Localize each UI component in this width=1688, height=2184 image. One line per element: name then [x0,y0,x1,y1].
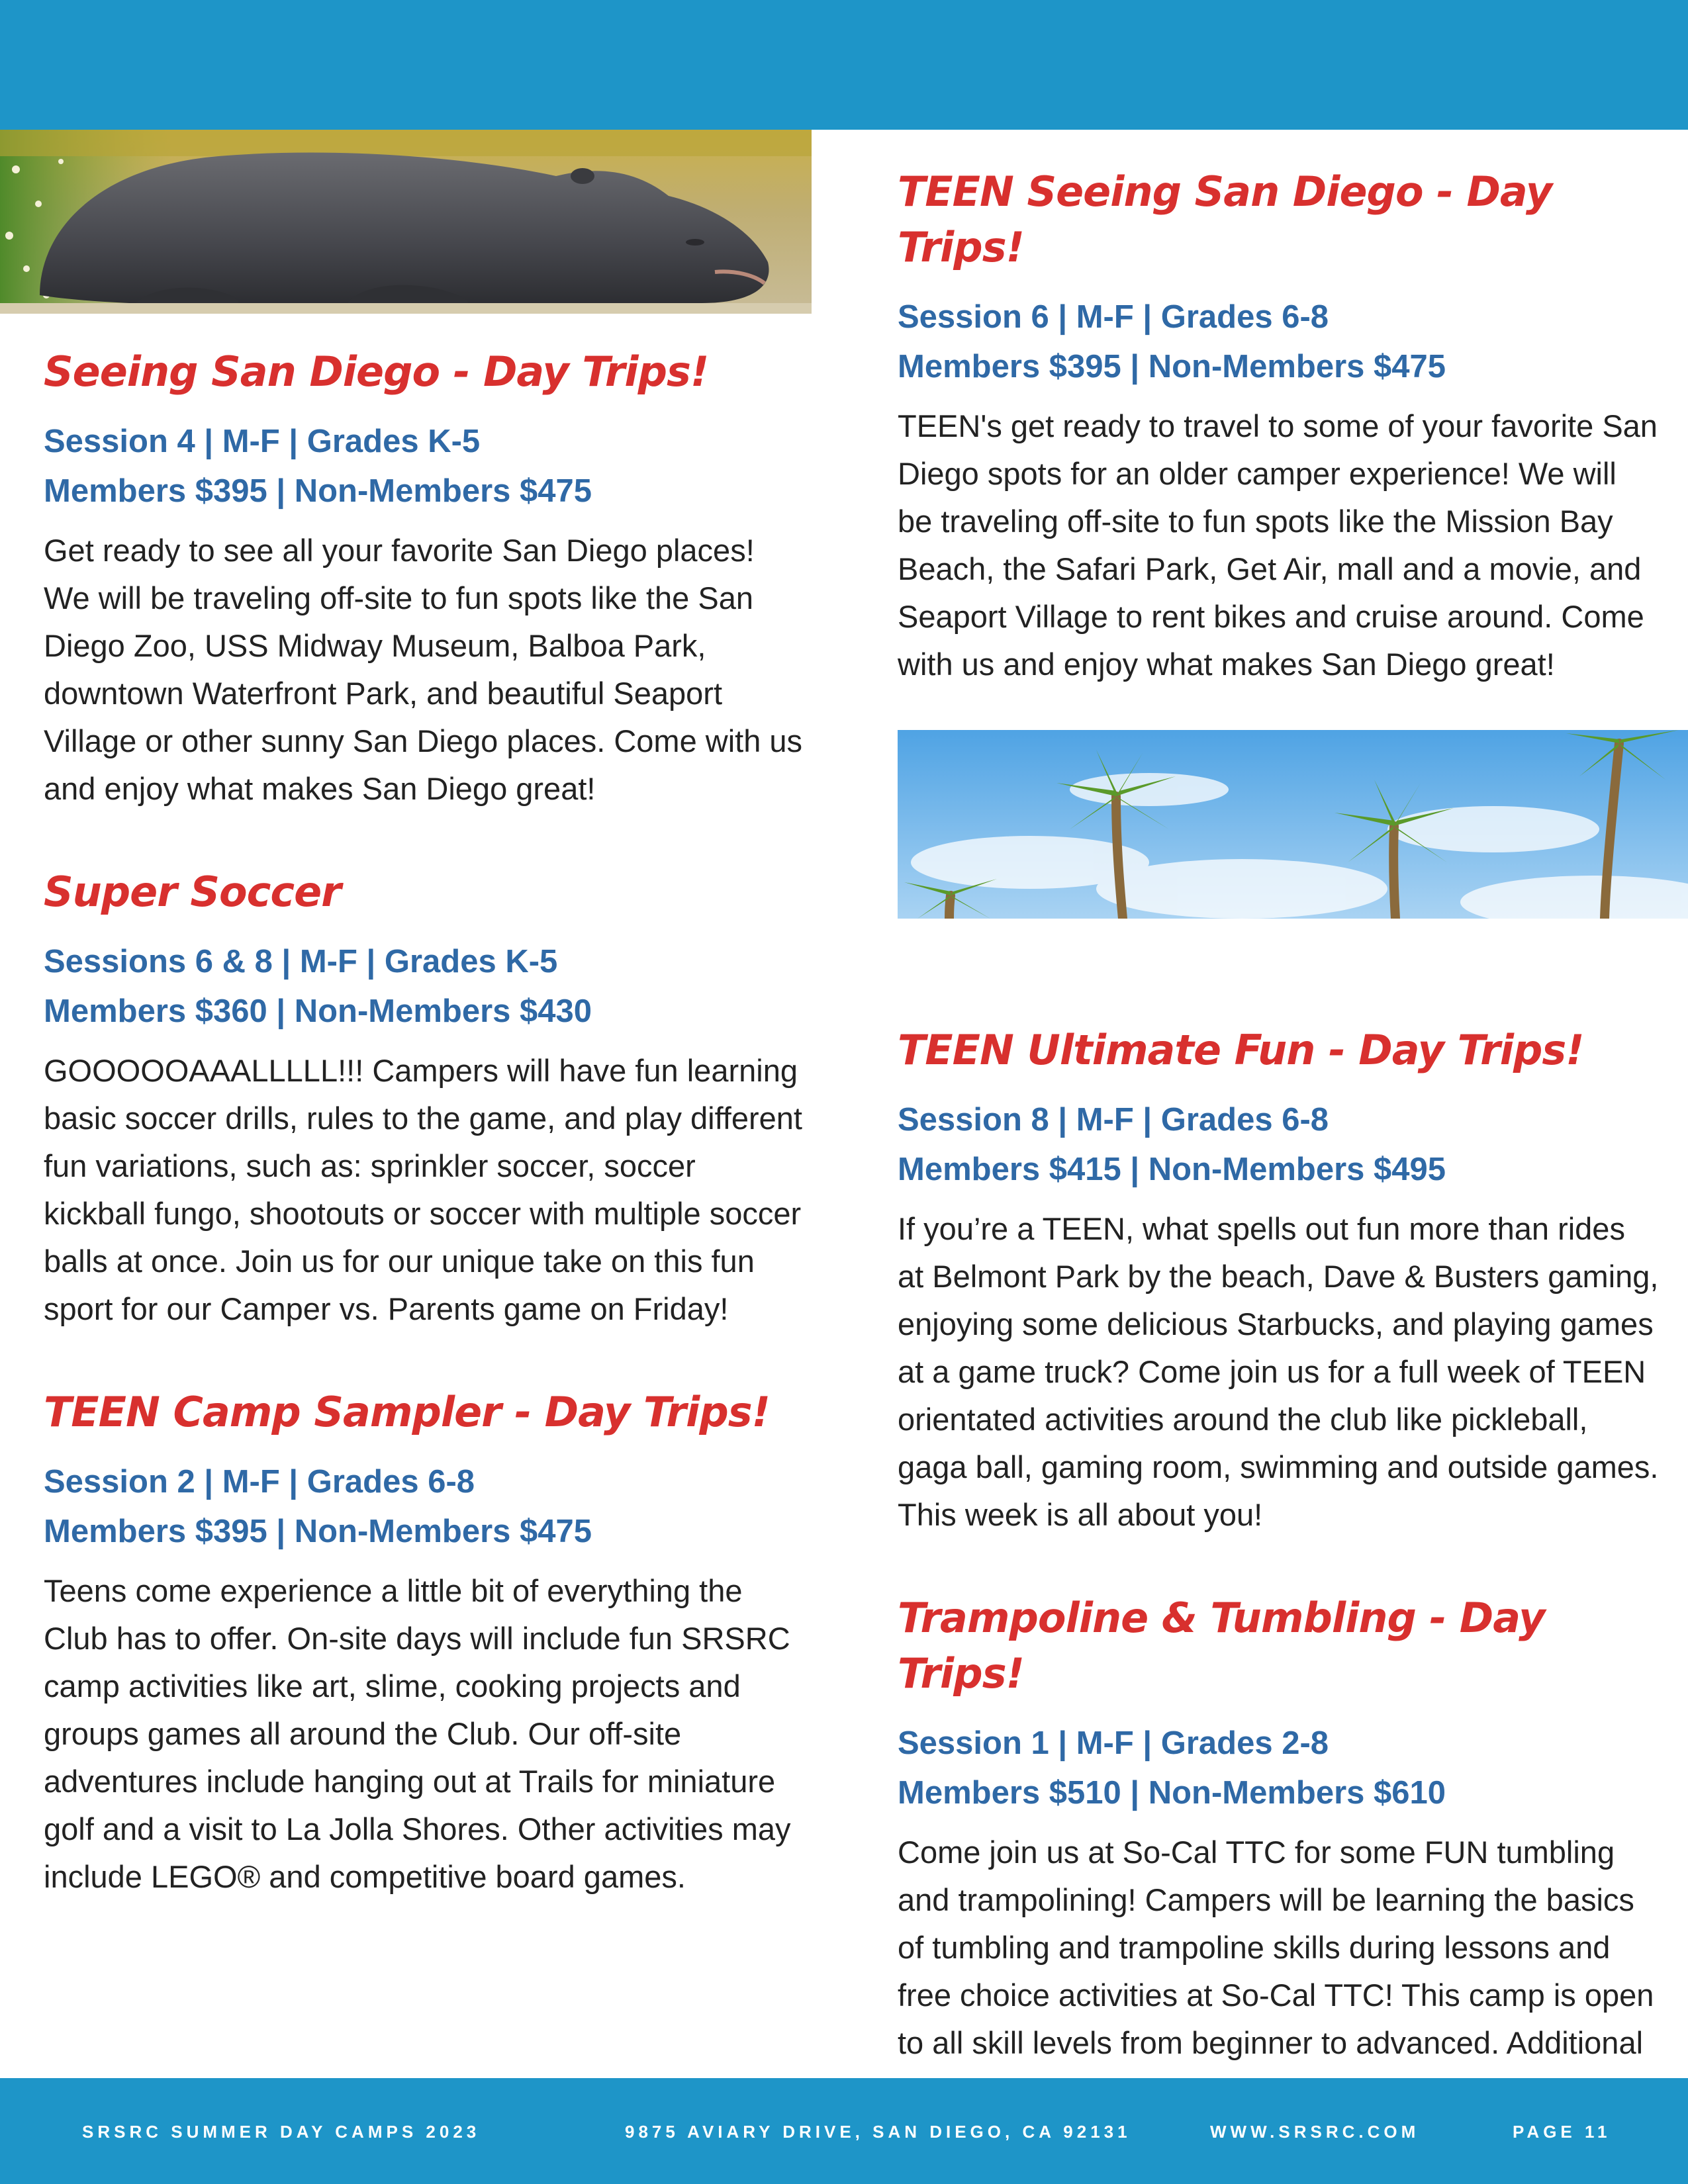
camp-session: Session 8 | M-F | Grades 6-8 [898,1102,1329,1138]
header-band [0,0,1688,130]
footer-page-number: PAGE 11 [1513,2122,1611,2142]
camp-teen-ultimate-fun [898,1023,1659,1539]
camp-description: GOOOOOAAALLLLL!!! Campers will have fun learning basic soccer drills, rules to the game, and play different fun variations, such as: sprinkler soccer, soccer kickball fungo, shootouts or soccer with multiple soccer balls at once. Join us for our unique take on this fun sport for our Camper vs. Parents game on Friday! [44,1053,802,1326]
camp-description: Teens come experience a little bit of everything the Club has to offer. On-site days will include fun SRSRC camp activities like art, slime, cooking projects and groups games all around the Club. Our off-site adventures include hanging out at Trails for miniature golf and a visit to La Jolla Shores. Other activities may include LEGO® and competitive board games. [44,1573,791,1894]
camp-super-soccer [44,864,805,1333]
camp-price: Members $395 | Non-Members $475 [44,473,592,509]
camp-price: Members $395 | Non-Members $475 [44,1514,592,1549]
camp-session: Sessions 6 & 8 | M-F | Grades K-5 [44,944,558,979]
camp-session: Session 4 | M-F | Grades K-5 [44,424,481,459]
footer-website-link[interactable]: WWW.SRSRC.COM [1210,2122,1420,2142]
footer-address: 9875 AVIARY DRIVE, SAN DIEGO, CA 92131 [625,2122,1131,2142]
camp-session: Session 6 | M-F | Grades 6-8 [898,299,1329,335]
camp-price: Members $360 | Non-Members $430 [44,993,592,1029]
camp-title: Seeing San Diego - Day Trips! [44,347,709,396]
hippo-photo [0,130,812,314]
camp-description: If you’re a TEEN, what spells out fun more than rides at Belmont Park by the beach, Dave & Busters gaming, enjoying some delicious Starbucks, and playing games at a game truck? Come join us for a full week of TEEN orientated activities around the club like pickleball, gaga ball, gaming room, swimming and outside games. This week is all about you! [898,1211,1659,1532]
camp-teen-seeing-san-diego [898,164,1659,688]
photo-spacer [898,688,1659,1023]
camp-description: TEEN's get ready to travel to some of your favorite San Diego spots for an older camper experience! We will be traveling off-site to fun spots like the Mission Bay Beach, the Safari Park, Get Air, mall and a movie, and Seaport Village to rent bikes and cruise around. Come with us and enjoy what makes San Diego great! [898,408,1658,682]
camp-price: Members $510 | Non-Members $610 [898,1775,1446,1811]
camp-teen-camp-sampler [44,1385,805,1901]
camp-trampoline-tumbling [898,1590,1659,2115]
camp-description: Get ready to see all your favorite San Diego places! We will be traveling off-site to fun spots like the San Diego Zoo, USS Midway Museum, Balboa Park, downtown Waterfront Park, and beautiful Seaport Village or other sunny San Diego places. Come with us and enjoy what makes San Diego great! [44,533,803,806]
camp-price: Members $415 | Non-Members $495 [898,1152,1446,1187]
right-column [898,164,1659,2166]
camp-title: TEEN Camp Sampler - Day Trips! [44,1388,770,1436]
camp-session: Session 2 | M-F | Grades 6-8 [44,1464,475,1500]
camp-seeing-san-diego [44,344,805,813]
camp-title: TEEN Seeing San Diego - Day Trips! [898,167,1552,271]
left-column [44,344,805,1952]
camp-description: Come join us at So-Cal TTC for some FUN tumbling and trampolining! Campers will be learning the basics of tumbling and trampoline skills during lessons and free choice activities at So-Cal TTC! This camp is open to all skill levels from beginner to advanced. Additional [898,1835,1654,2060]
camp-title: TEEN Ultimate Fun - Day Trips! [898,1026,1584,1074]
camp-title: Super Soccer [44,868,341,916]
footer-camp-name: SRSRC SUMMER DAY CAMPS 2023 [82,2122,481,2142]
camp-title: Trampoline & Tumbling - Day Trips! [898,1594,1545,1698]
camp-session: Session 1 | M-F | Grades 2-8 [898,1725,1329,1761]
camp-price: Members $395 | Non-Members $475 [898,349,1446,385]
